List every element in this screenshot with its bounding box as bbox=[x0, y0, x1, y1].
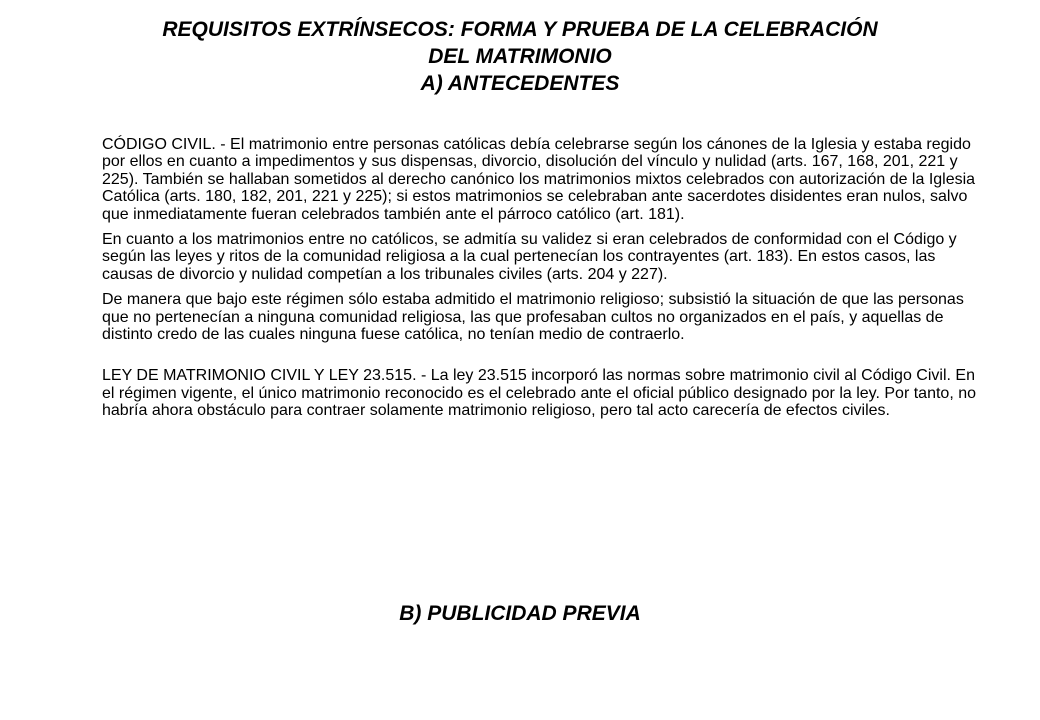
section-heading-b: B) PUBLICIDAD PREVIA bbox=[399, 602, 641, 625]
title-line-2: DEL MATRIMONIO bbox=[428, 45, 612, 68]
section-heading-a: A) ANTECEDENTES bbox=[420, 72, 620, 95]
slide-title bbox=[20, 16, 1020, 97]
paragraph-no-catolicos: En cuanto a los matrimonios entre no católicos, se admitía su validez si eran celebrados de conformidad con el Código y según las leyes y ritos de la comunidad religiosa a la cual pertenecían los contrayentes (art. 183). En estos casos, las causas de divorcio y nulidad competían a los tribunales civiles (arts. 204 y 227). bbox=[102, 231, 957, 283]
paragraph-codigo-civil: CÓDIGO CIVIL. - El matrimonio entre personas católicas debía celebrarse según los cánones de la Iglesia y estaba regido por ellos en cuanto a impedimentos y sus dispensas, divorcio, disolución del vínculo y nulidad (arts. 167, 168, 201, 221 y 225). También se hallaban sometidos al derecho canónico los matrimonios mixtos celebrados con autorización de la Iglesia Católica (arts. 180, 182, 201, 221 y 225); si estos matrimonios se celebraban ante sacerdotes disidentes eran nulos, salvo que inmediatamente fueran celebrados también ante el párroco católico (art. 181). bbox=[102, 136, 976, 223]
paragraph-ley-23515: LEY DE MATRIMONIO CIVIL Y LEY 23.515. - La ley 23.515 incorporó las normas sobre matrimonio civil al Código Civil. En el régimen vigente, el único matrimonio reconocido es el celebrado ante el oficial público designado por la ley. Por tanto, no habría ahora obstáculo para contraer solamente matrimonio religioso, pero tal acto carecería de efectos civiles. bbox=[102, 367, 976, 420]
body-text bbox=[102, 136, 982, 428]
title-line-1: REQUISITOS EXTRÍNSECOS: FORMA Y PRUEBA DE LA CELEBRACIÓN bbox=[162, 18, 878, 41]
paragraph-regimen: De manera que bajo este régimen sólo estaba admitido el matrimonio religioso; subsistió la situación de que las personas que no pertenecían a ninguna comunidad religiosa, las que profesaban cultos no organizados en el país, y aquellas de distinto credo de las cuales ninguna fuese católica, no tenían medio de contraerlo. bbox=[102, 291, 964, 344]
